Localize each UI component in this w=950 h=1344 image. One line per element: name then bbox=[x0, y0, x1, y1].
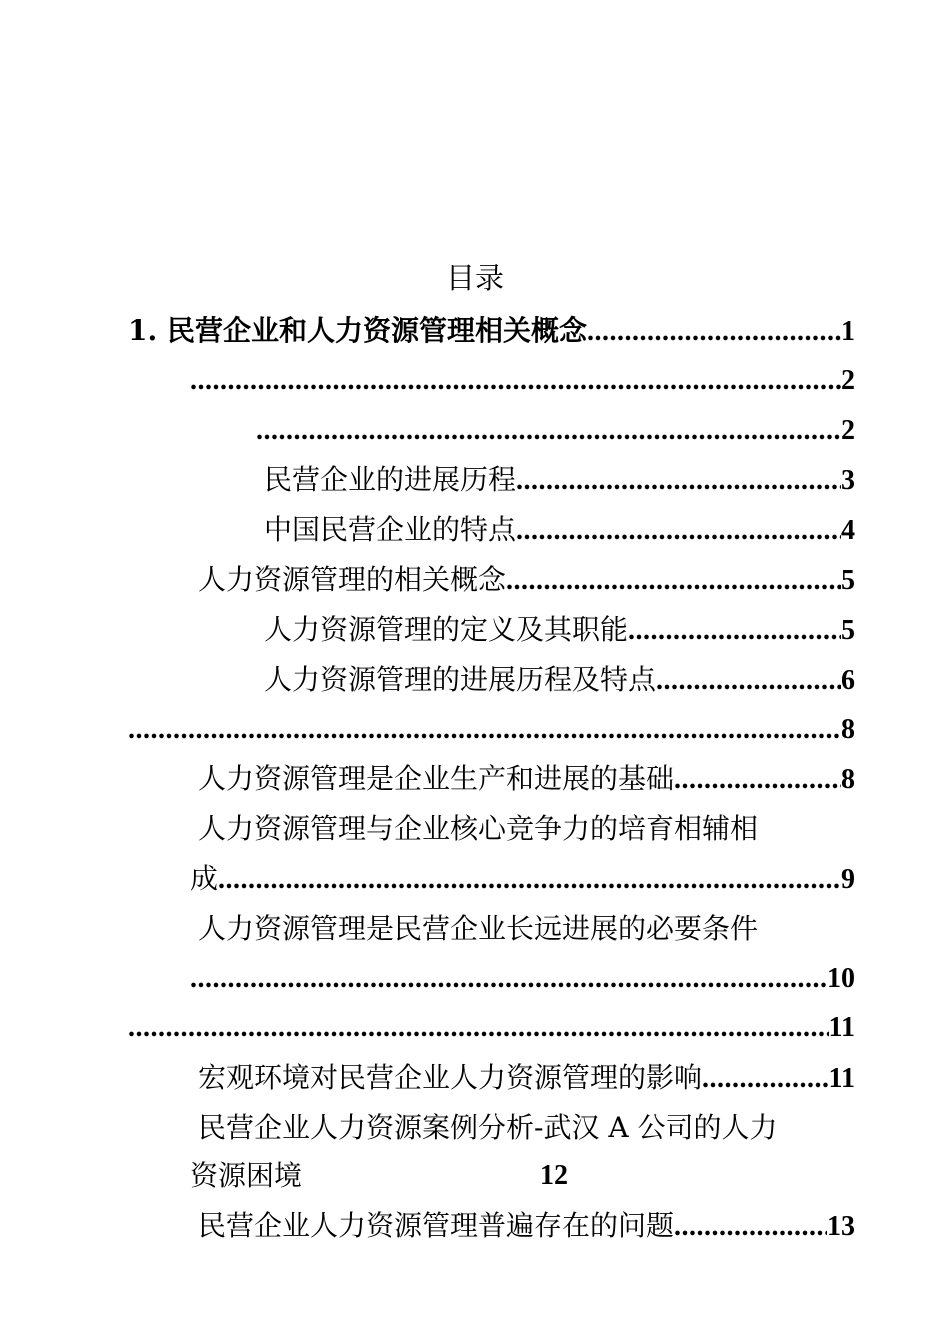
toc-leader-dots bbox=[256, 411, 841, 451]
toc-leader-dots bbox=[506, 561, 841, 601]
toc-page-number: 10 bbox=[827, 963, 855, 994]
toc-leader-dots bbox=[674, 760, 841, 800]
toc-entry-text[interactable]: 民营企业人力资源案例分析-武汉 A 公司的人力 bbox=[198, 1111, 778, 1144]
toc-entry[interactable] bbox=[190, 361, 855, 401]
toc-entry-text: 人力资源管理是企业生产和进展的基础 bbox=[198, 762, 675, 795]
toc-entry[interactable] bbox=[198, 1206, 855, 1246]
toc-entry[interactable] bbox=[264, 610, 855, 650]
toc-entry[interactable] bbox=[128, 1008, 855, 1048]
toc-entry-text[interactable]: 人力资源管理是民营企业长远进展的必要条件 bbox=[198, 912, 759, 945]
toc-entry[interactable] bbox=[198, 759, 855, 799]
toc-page-number: 5 bbox=[841, 615, 855, 646]
toc-page-number: 2 bbox=[841, 415, 855, 446]
toc-entry[interactable] bbox=[264, 660, 855, 700]
toc-page-number: 1 bbox=[841, 316, 855, 347]
toc-entry-text: 1. 民营企业和人力资源管理相关概念 bbox=[128, 314, 587, 347]
toc-leader-dots bbox=[128, 710, 841, 750]
toc-leader-dots bbox=[190, 361, 841, 401]
toc-entry-text: 人力资源管理的进展历程及特点 bbox=[264, 663, 657, 696]
toc-page-number: 5 bbox=[841, 565, 855, 596]
toc-leader-dots bbox=[128, 1008, 829, 1048]
toc-entry-text: 中国民营企业的特点 bbox=[264, 513, 517, 546]
toc-leader-dots bbox=[702, 1059, 829, 1099]
toc-page-number: 11 bbox=[828, 1012, 855, 1043]
toc-leader-dots bbox=[628, 611, 841, 651]
toc-leader-dots bbox=[674, 1207, 827, 1247]
toc-entry[interactable] bbox=[256, 411, 855, 451]
toc-leader-dots bbox=[516, 461, 841, 501]
toc-page-number: 6 bbox=[841, 665, 855, 696]
toc-entry[interactable] bbox=[190, 859, 855, 899]
toc-leader-dots bbox=[587, 312, 841, 352]
toc-page-number: 12 bbox=[540, 1160, 568, 1191]
toc-entry-text: 人力资源管理的相关概念 bbox=[198, 563, 507, 596]
toc-page-number: 3 bbox=[841, 465, 855, 496]
toc-entry[interactable] bbox=[198, 560, 855, 600]
toc-leader-dots bbox=[516, 511, 841, 551]
toc-entry-text-continued: 成 bbox=[190, 862, 219, 895]
toc-leader-dots bbox=[190, 959, 827, 999]
toc-entry[interactable] bbox=[264, 510, 855, 550]
toc-entry-text: 民营企业的进展历程 bbox=[264, 463, 517, 496]
toc-entry[interactable] bbox=[264, 460, 855, 500]
toc-entry-text-continued[interactable]: 资源困境 bbox=[190, 1159, 303, 1192]
toc-entry[interactable] bbox=[190, 959, 855, 999]
toc-title: 目录 bbox=[445, 261, 504, 295]
toc-page-number: 2 bbox=[841, 365, 855, 396]
toc-page-number: 9 bbox=[841, 864, 855, 895]
toc-page-number: 4 bbox=[841, 515, 855, 546]
toc-entry-text: 宏观环境对民营企业人力资源管理的影响 bbox=[198, 1061, 703, 1094]
toc-entry-text: 民营企业人力资源管理普遍存在的问题 bbox=[198, 1209, 675, 1242]
toc-leader-dots bbox=[656, 661, 841, 701]
toc-entry[interactable] bbox=[128, 311, 855, 351]
toc-page-number: 8 bbox=[841, 714, 855, 745]
toc-entry-text[interactable]: 人力资源管理与企业核心竞争力的培育相辅相 bbox=[198, 812, 759, 845]
toc-entry-text: 人力资源管理的定义及其职能 bbox=[264, 613, 629, 646]
toc-page-number: 11 bbox=[828, 1063, 855, 1094]
toc-entry[interactable] bbox=[128, 710, 855, 750]
toc-entry[interactable] bbox=[198, 1058, 855, 1098]
toc-page-number: 13 bbox=[827, 1211, 855, 1242]
toc-leader-dots bbox=[218, 860, 841, 900]
toc-page-number: 8 bbox=[841, 764, 855, 795]
